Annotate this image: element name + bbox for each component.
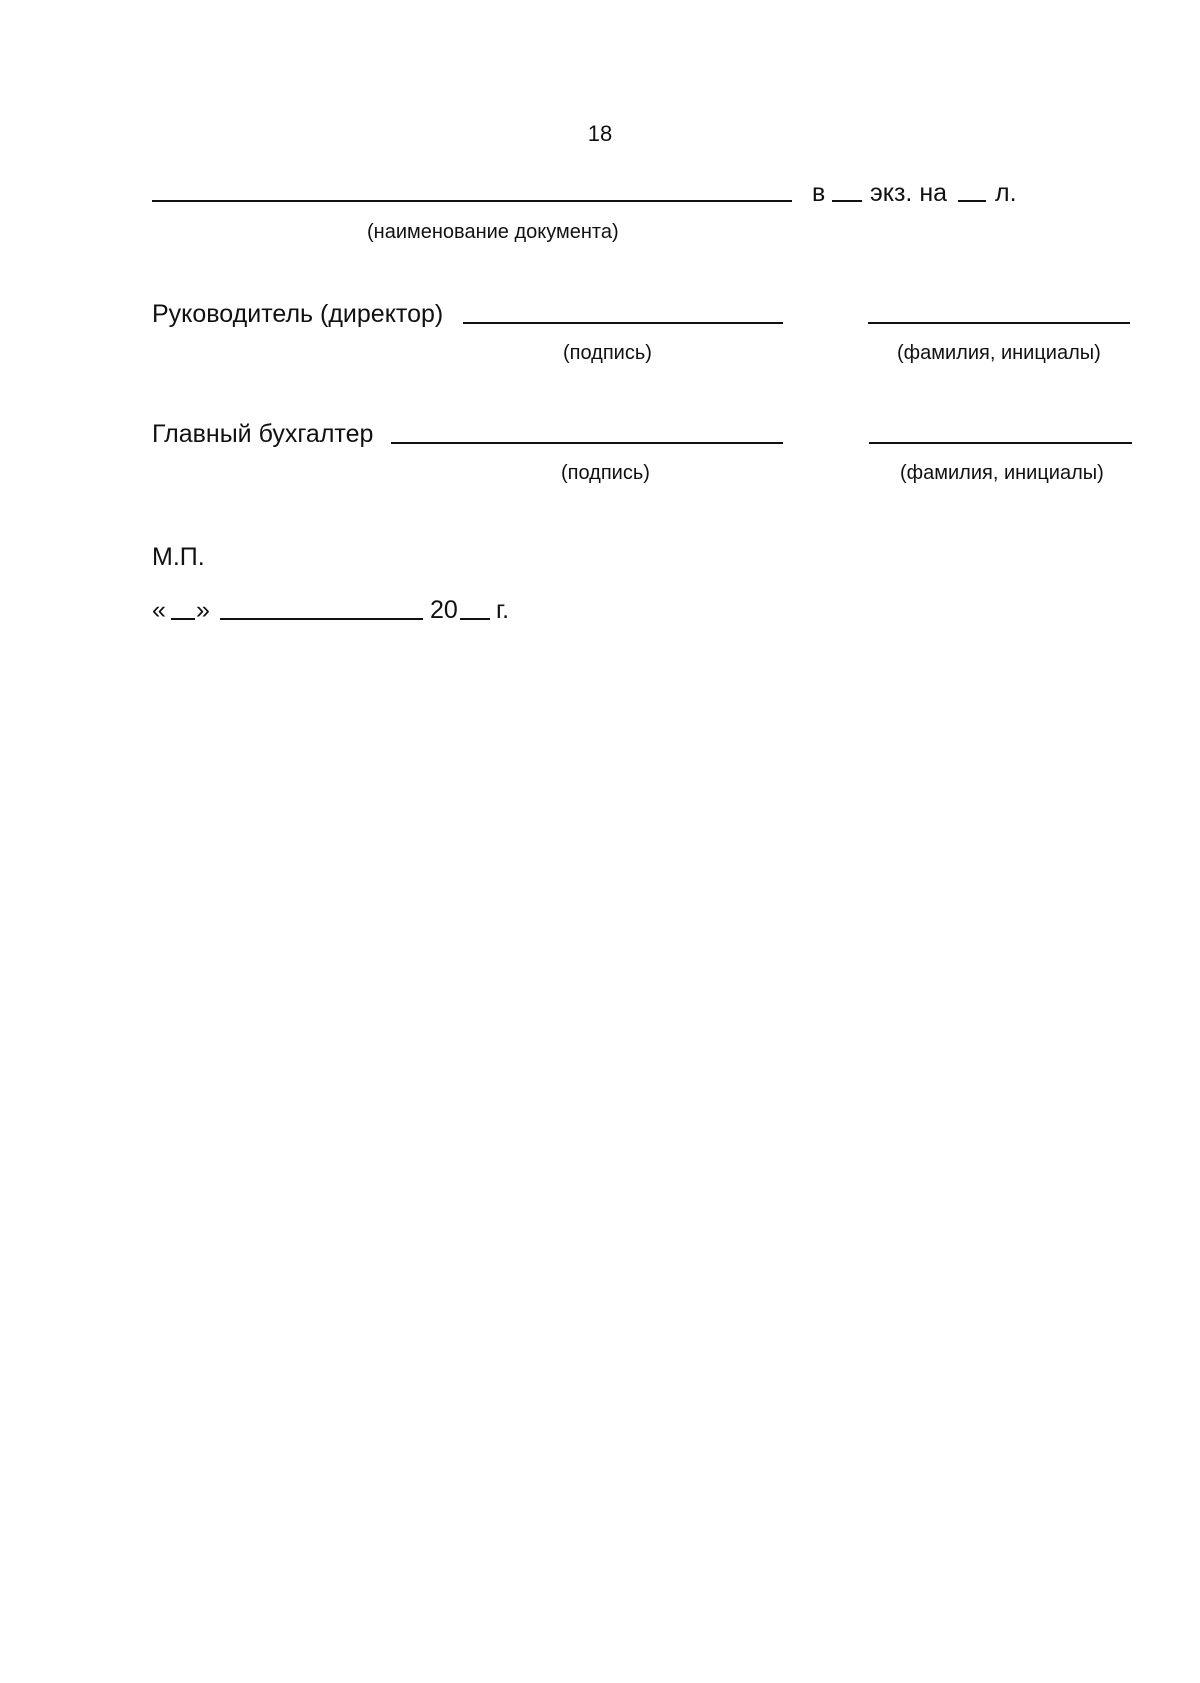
date-close-quote: » bbox=[196, 596, 210, 624]
document-name-caption: (наименование документа) bbox=[367, 221, 619, 243]
director-name-blank[interactable] bbox=[868, 322, 1130, 324]
sheets-label: л. bbox=[995, 179, 1017, 207]
date-day-blank[interactable] bbox=[171, 618, 195, 620]
sheets-count-blank[interactable] bbox=[958, 200, 986, 202]
chief-accountant-name-blank[interactable] bbox=[869, 442, 1132, 444]
chief-accountant-label: Главный бухгалтер bbox=[152, 420, 374, 448]
copies-on-label: экз. на bbox=[870, 179, 948, 207]
page-number: 18 bbox=[587, 121, 613, 146]
date-year-prefix: 20 bbox=[430, 596, 458, 624]
chief-accountant-signature-caption: (подпись) bbox=[561, 462, 650, 484]
director-signature-blank[interactable] bbox=[463, 322, 783, 324]
date-open-quote: « bbox=[152, 596, 166, 624]
chief-accountant-signature-blank[interactable] bbox=[391, 442, 783, 444]
stamp-place-label: М.П. bbox=[152, 543, 205, 571]
document-name-blank[interactable] bbox=[152, 200, 792, 202]
director-signature-caption: (подпись) bbox=[563, 342, 652, 364]
director-label: Руководитель (директор) bbox=[152, 300, 444, 328]
date-year-blank[interactable] bbox=[460, 618, 490, 620]
date-year-suffix: г. bbox=[496, 596, 510, 624]
copies-count-blank[interactable] bbox=[832, 200, 862, 202]
chief-accountant-name-caption: (фамилия, инициалы) bbox=[900, 462, 1104, 484]
director-name-caption: (фамилия, инициалы) bbox=[897, 342, 1101, 364]
copies-in-label: в bbox=[812, 179, 826, 207]
date-month-blank[interactable] bbox=[220, 618, 423, 620]
